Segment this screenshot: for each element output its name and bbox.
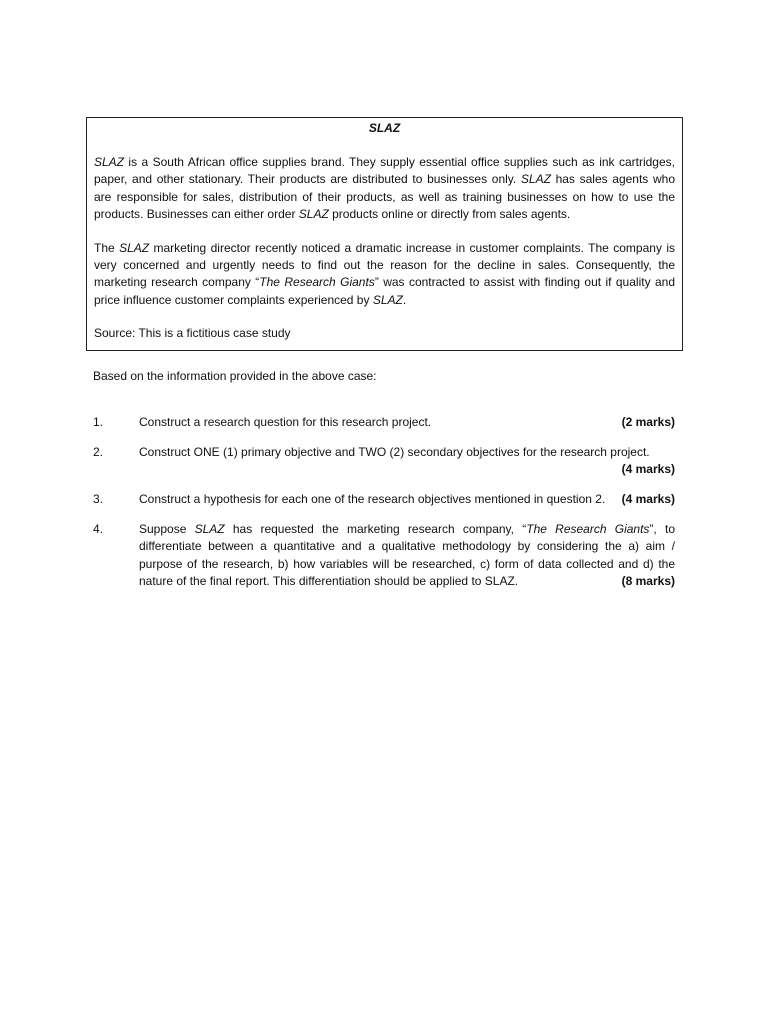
italic-run: SLAZ <box>520 172 551 187</box>
question-text: Construct ONE (1) primary objective and TWO (2) secondary objectives for the research project. <box>139 445 650 459</box>
case-title: SLAZ <box>368 121 401 135</box>
question-number: 3. <box>93 492 104 506</box>
intro-text: Based on the information provided in the above case: <box>93 369 377 383</box>
question-text: Suppose SLAZ has requested the marketing research company, “The Research Giants”, to differentiate between a quantitative and a qualitative methodology by considering the a) aim / purpose of the research, b) how variables will be researched, c) form of data collected and d) the nature of the final report. This differentiation should be applied to SLAZ. <box>139 522 676 589</box>
question-text: Construct a hypothesis for each one of the research objectives mentioned in question 2. <box>139 492 606 506</box>
case-study-box <box>86 117 683 351</box>
question-number: 1. <box>93 415 104 429</box>
question-number: 2. <box>93 445 104 459</box>
italic-run: SLAZ <box>194 522 225 536</box>
question-text: Construct a research question for this research project. <box>139 415 432 429</box>
case-paragraph-2: The SLAZ marketing director recently noticed a dramatic increase in customer complaints. The company is very concerned and urgently needs to find out the reason for the decline in sales. Consequently, the marketing research company “The Research Giants” was contracted to assist with finding out if quality and price influence customer complaints experienced by SLAZ. <box>94 240 676 307</box>
question-3 <box>93 491 675 508</box>
question-marks: (4 marks) <box>621 462 675 477</box>
question-marks: (8 marks) <box>621 574 675 589</box>
question-4 <box>93 521 675 591</box>
question-marks: (4 marks) <box>621 492 675 506</box>
italic-run: SLAZ <box>372 292 403 307</box>
italic-run: The Research Giants <box>526 522 650 536</box>
question-marks: (2 marks) <box>621 415 675 429</box>
question-number: 4. <box>93 522 104 536</box>
italic-run: The Research Giants <box>259 275 375 290</box>
italic-run: SLAZ <box>119 240 150 255</box>
question-2 <box>93 444 675 479</box>
italic-run: SLAZ <box>94 155 125 169</box>
case-paragraph-1: SLAZ is a South African office supplies brand. They supply essential office supplies such as ink cartridges, paper, and other stationary. Their products are distributed to businesses only. SLAZ has sales agents who are responsible for sales, distribution of their products, as well as training businesses on how to use the products. Businesses can either order SLAZ products online or directly from sales agents. <box>94 155 675 222</box>
case-source: Source: This is a fictitious case study <box>94 326 291 341</box>
question-1 <box>93 414 675 431</box>
italic-run: SLAZ <box>298 207 329 222</box>
